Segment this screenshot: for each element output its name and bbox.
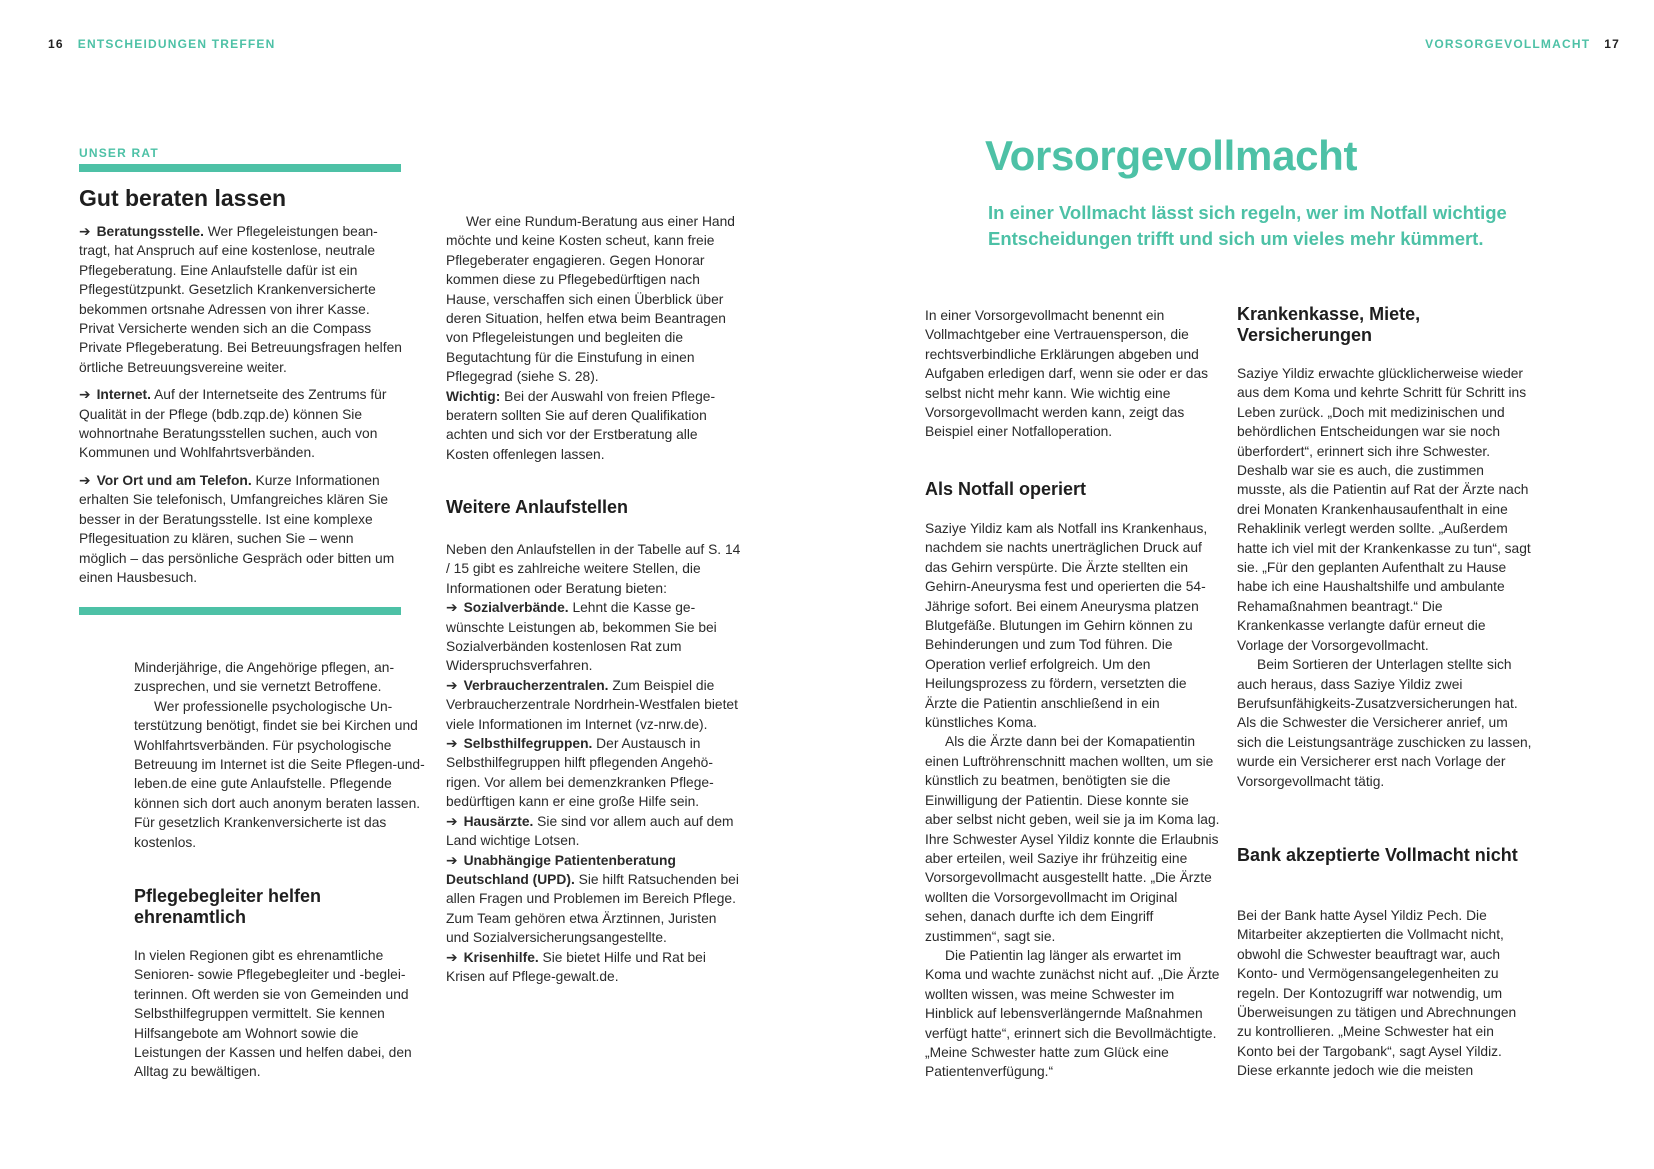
- section-heading-notfall: Als Notfall operiert: [925, 479, 1087, 499]
- arrow-right-icon: ➔: [79, 387, 91, 403]
- arrow-right-icon: ➔: [446, 813, 458, 829]
- advice-item: ➔ Vor Ort und am Telefon. Kurze Informationen erhalten Sie telefonisch, Umfangreiches klären Sie besser in der Beratungsstelle. Ist eine komplexe Pflegesituation zu klären, suchen Sie – wenn möglich – das persönliche Gespräch oder bitten um einen Hausbesuch.: [79, 472, 395, 585]
- list-item: ➔ Sozialverbände. Lehnt die Kasse gewünschte Leistungen ab, bekommen Sie bei Sozialverbänden kostenlosen Rat zum Widerspruchsverfahren.: [446, 600, 717, 674]
- paragraph: Minderjährige, die Angehörige pflegen, anzusprechen, und sie vernetzt Betroffene.: [134, 660, 395, 695]
- left-col-bottom-2: [134, 946, 426, 1082]
- left-running-title: ENTSCHEIDUNGEN TREFFEN: [77, 37, 276, 51]
- section-heading-anlaufstellen: Weitere Anlaufstellen: [446, 497, 629, 517]
- paragraph: Als die Ärzte dann bei der Komapatientin einen Luftröhrenschnitt machen wollten, um sie künstlich zu beatmen, benötigten sie die Einwilligung der Patientin. Diese konnte sie aber selbst nicht geben, weil sie ja im Koma lag. Ihre Schwester Aysel Yildiz konnte die Erlaubnis aber erteilen, weil Saziye ihr frühzeitig eine Vorsorgevollmacht ausgestellt hatte. „Die Ärzte wollten die Vorsorgevollmacht im Original sehen, danach durfte ich dem Eingriff zustimmen“, sagt sie.: [925, 734, 1220, 944]
- paragraph: Saziye Yildiz kam als Notfall ins Krankenhaus, nachdem sie nachts unerträglichen Druck auf das Gehirn verspürte. Die Ärzte stellten ein Gehirn-Aneurysma fest und operierten die 54-Jährige sofort. Bei einem Aneurysma platzen Blutgefäße. Blutungen im Gehirn können zu Behinderungen und zum Tod führen. Die Operation verlief erfolgreich. Um den Heilungsprozess zu fördern, versetzten die Ärzte die Patientin anschließend in ein künstliches Koma.: [925, 521, 1208, 731]
- arrow-right-icon: ➔: [446, 677, 458, 693]
- arrow-right-icon: ➔: [79, 472, 91, 488]
- page-subtitle: In einer Vollmacht lässt sich regeln, wer im Notfall wichtige Entscheidungen trifft und sich um vieles mehr kümmert.: [988, 202, 1507, 249]
- paragraph: Saziye Yildiz erwachte glücklicherweise wieder aus dem Koma und kehrte Schritt für Schritt ins Leben zurück. „Doch mit medizinischen und behördlichen Entscheidungen war sie noch überfordert“, erinnert sich ihre Schwester. Deshalb war sie es auch, die zustimmen musste, als die Patientin auf Rat der Ärzte nach drei Monaten Krankenhausaufenthalt in eine Rehaklinik verlegt werden sollte. „Außerdem hatte ich viel mit der Krankenkasse zu tun“, sagt sie. „Für den geplanten Aufenthalt zu Hause habe ich eine Haushaltshilfe und ambulante Rehamaßnahmen beantragt.“ Die Krankenkasse verlangte dafür erneut die Vorlage der Vorsorgevollmacht.: [1237, 366, 1531, 653]
- arrow-right-icon: ➔: [79, 224, 91, 239]
- advice-list: [79, 222, 404, 587]
- arrow-right-icon: ➔: [446, 852, 458, 868]
- col3-body: [925, 519, 1220, 1082]
- page-title: Vorsorgevollmacht: [985, 132, 1358, 179]
- paragraph: Wer eine Rundum-Beratung aus einer Hand möchte und keine Kosten scheut, kann freie Pflegeberater engagieren. Gegen Honorar kommen diese zu Pflegebedürftigen nach Hause, verschaffen sich einen Überblick über deren Situation, helfen etwa beim Beantragen von Pflegeleistungen und begleiten die Begutachtung für die Einstufung in einen Pflegegrad (siehe S. 28).: [446, 214, 735, 385]
- advice-label: UNSER RAT: [79, 146, 159, 160]
- advice-heading: Gut beraten lassen: [79, 185, 287, 211]
- left-page-number: 16: [48, 37, 64, 51]
- paragraph: In vielen Regionen gibt es ehrenamtliche Senioren- sowie Pflegebegleiter und -begleiterinnen. Oft werden sie von Gemeinden und Selbsthilfegruppen vermittelt. Sie kennen Hilfsangebote am Wohnort sowie die Leistungen der Kassen und helfen dabei, den Alltag zu bewältigen.: [134, 948, 412, 1080]
- paragraph: Wichtig: Bei der Auswahl von freien Pflegeberatern sollten Sie auf deren Qualifikation achten und sich vor der Erstberatung alle Kosten offenlegen lassen.: [446, 388, 716, 462]
- paragraph: In einer Vorsorgevollmacht benennt ein Vollmachtgeber eine Vertrauensperson, die rechtsverbindliche Erklärungen abgeben und Aufgaben erledigen darf, wenn sie oder er das selbst nicht mehr kann. Wie wichtig eine Vorsorgevollmacht werden kann, zeigt das Beispiel einer Notfalloperation.: [925, 308, 1209, 440]
- col3-intro: [925, 306, 1220, 442]
- list-item: ➔ Unabhängige Patientenberatung Deutschland (UPD). Sie hilft Ratsuchenden bei allen Fragen und Problemen im Bereich Pflege. Zum Team gehören etwa Ärztinnen, Juristen und Sozialversicherungsangestellte.: [446, 852, 739, 946]
- right-running-header: [1425, 37, 1620, 51]
- paragraph: Die Patientin lag länger als erwartet im Koma und wachte zunächst nicht auf. „Die Ärzte wollten wissen, was meine Schwester im Hinblick auf lebensverlängernde Maßnahmen verfügt hatte“, erinnert sich die Bevollmächtigte. „Meine Schwester hatte zum Glück eine Patientenverfügung.“: [925, 947, 1220, 1080]
- paragraph: Wer professionelle psychologische Unterstützung benötigt, findet sie bei Kirchen und Wohlfahrtsverbänden. Für psychologische Betreuung im Internet ist die Seite Pflegen-und-leben.de eine gute Anlaufstelle. Pflegende können sich dort auch anonym beraten lassen. Für gesetzlich Krankenversicherte ist das kostenlos.: [134, 698, 425, 850]
- mid-col-list: [446, 540, 741, 986]
- left-col-bottom: [134, 658, 426, 852]
- list-item: ➔ Verbraucherzentralen. Zum Beispiel die Verbraucherzentrale Nordrhein-Westfalen bietet viele Informationen im Internet (vz-nrw.de).: [446, 677, 738, 732]
- advice-bottom-bar: [79, 607, 401, 615]
- advice-item: ➔ Beratungsstelle. Wer Pflegeleistungen beantragt, hat Anspruch auf eine kostenlose, neutrale Pflegeberatung. Eine Anlaufstelle dafür ist ein Pflegestützpunkt. Gesetzlich Krankenversicherte bekommen ortsnahe Adressen von ihrer Kasse. Privat Versicherte wenden sich an die Compass Private Pflegeberatung. Bei Betreuungsfragen helfen örtliche Betreuungsvereine weiter.: [79, 224, 402, 375]
- arrow-right-icon: ➔: [446, 600, 458, 616]
- list-item: ➔ Selbsthilfegruppen. Der Austausch in Selbsthilfegruppen hilft pflegenden Angehörigen. Vor allem bei demenzkranken Pflegebedürftigen kann er eine große Hilfe sein.: [446, 736, 714, 810]
- col4-body: [1237, 364, 1532, 791]
- left-running-header: [34, 37, 276, 51]
- col4-body-2: [1237, 906, 1532, 1081]
- list-item: ➔ Hausärzte. Sie sind vor allem auch auf dem Land wichtige Lotsen.: [446, 813, 734, 849]
- section-heading-krankenkasse: Krankenkasse, Miete, Versicherungen: [1237, 304, 1421, 345]
- section-heading-pflegebegleiter: Pflegebegleiter helfen ehrenamtlich: [134, 886, 322, 927]
- advice-item: ➔ Internet. Auf der Internetseite des Zentrums für Qualität in der Pflege (bdb.zqp.de) können Sie wohnortnahe Beratungsstellen suchen, auch von Kommunen und Wohlfahrtsverbänden.: [79, 387, 387, 461]
- paragraph: Neben den Anlaufstellen in der Tabelle auf S. 14 / 15 gibt es zahlreiche weitere Stellen, die Informationen oder Beratung bieten:: [446, 542, 741, 596]
- section-heading-bank: Bank akzeptierte Vollmacht nicht: [1237, 845, 1518, 865]
- advice-top-bar: [79, 164, 401, 172]
- list-item: ➔ Krisenhilfe. Sie bietet Hilfe und Rat bei Krisen auf Pflege-gewalt.de.: [446, 949, 706, 984]
- arrow-right-icon: ➔: [446, 949, 458, 965]
- paragraph: Beim Sortieren der Unterlagen stellte sich auch heraus, dass Saziye Yildiz zwei Berufsunfähigkeits-Zusatzversicherungen hat. Als die Schwester die Versicherer anrief, um sich die Leistungsanträge zuschicken zu lassen, wurde ein Versicherer erst nach Vorlage der Vorsorgevollmacht tätig.: [1237, 657, 1532, 789]
- right-page-number: 17: [1604, 37, 1620, 51]
- paragraph: Bei der Bank hatte Aysel Yildiz Pech. Die Mitarbeiter akzeptierten die Vollmacht nicht, obwohl die Schwester beauftragt war, auch Konto- und Vermögensangelegenheiten zu regeln. Der Kontozugriff war notwendig, um Überweisungen zu tätigen und Abrechnungen zu kontrollieren. „Meine Schwester hat ein Konto bei der Targobank“, sagt Aysel Yildiz. Diese erkannte jedoch wie die meisten: [1237, 908, 1517, 1079]
- arrow-right-icon: ➔: [446, 736, 458, 752]
- mid-col-top: [446, 212, 741, 464]
- right-running-title: VORSORGEVOLLMACHT: [1425, 37, 1591, 51]
